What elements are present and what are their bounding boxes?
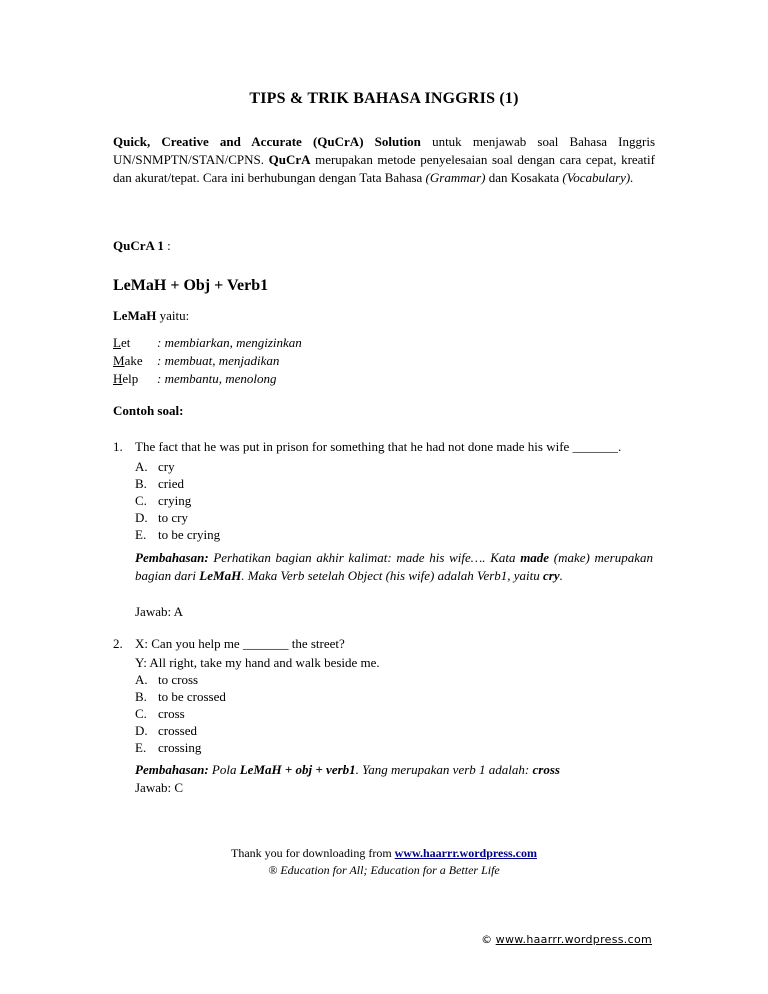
explanation-keyword: made (520, 550, 550, 565)
explanation-keyword: LeMaH (199, 568, 242, 583)
intro-text-2: merupakan metode penyelesaian soal dengan cara cepat, kreatif dan akurat/tepat. Cara ini berhubungan dengan Tata Bahasa (113, 152, 655, 185)
question-text: X: Can you help me _______ the street? (135, 636, 345, 651)
explanation-label: Pembahasan: (135, 762, 209, 777)
definition-word-rest: et (120, 335, 131, 350)
qucra-heading (113, 238, 171, 254)
question-number: 1. (113, 439, 123, 454)
intro-bold-qucra: QuCrA (268, 152, 311, 167)
qucra-heading-colon: : (163, 238, 171, 253)
document-page: TIPS & TRIK BAHASA INGGRIS (1) Quick, Creative and Accurate (QuCrA) Solution untuk menjawab soal Bahasa Inggris UN/SNMPTN/STAN/CPNS. QuCrA merupakan metode penyelesaian soal dengan cara cepat, kreatif dan akurat/tepat. Cara ini berhubungan dengan Tata Bahasa (Grammar) dan Kosakata (Vocabulary). QuCrA 1 : LeMaH + Obj + Verb1 LeMaH yaitu: Let : membiarkan, mengizinkan Make : membuat, menjadikan Help : membantu, menolong Contoh soal: 1. The fact that he was put in prison for something that he had not done made his wife _______. A. cry B. cried C. crying D. to cry E. to be crying Pembahasan: Perhatikan bagian akhir kalimat: made his wife…. Kata made (make) merupakan bagian dari LeMaH. Maka Verb setelah Object (his wife) adalah Verb1, yaitu cry. Jawab: A 2. X: Can you help me _______ the street? Y: All right, take my hand and walk beside me. A. to cross B. to be crossed C. cross D. crossed E. crossing Pembahasan: Pola LeMaH + obj + verb1. Yang merupakan verb 1 adalah: cross Jawab: C Thank you for downloading from www.haarrr.wordpress.com ® Education for All; Education for a Better Life © www.haarrr.wordpress.com (0, 0, 768, 994)
examples-heading: Contoh soal: (113, 403, 184, 418)
lemah-label-rest: yaitu: (156, 308, 190, 323)
document-title: TIPS & TRIK BAHASA INGGRIS (1) (249, 90, 519, 107)
definition-word-rest: elp (122, 371, 139, 386)
question-text-line-2: Y: All right, take my hand and walk beside me. (135, 655, 380, 670)
footer-copyright (481, 933, 652, 946)
footer-link[interactable]: www.haarrr.wordpress.com (394, 846, 537, 860)
explanation: Pembahasan: Perhatikan bagian akhir kalimat: made his wife…. Kata made (make) merupakan bagian dari LeMaH. Maka Verb setelah Object (his wife) adalah Verb1, yaitu cry. (135, 550, 653, 583)
question-number: 2. (113, 636, 123, 651)
explanation-keyword: LeMaH + obj + verb1 (239, 762, 356, 777)
copyright-url[interactable]: www.haarrr.wordpress.com (495, 933, 652, 946)
intro-text-3: dan Kosakata (485, 170, 563, 185)
intro-paragraph (113, 133, 655, 187)
definition-meaning: : membuat, menjadikan (157, 353, 280, 368)
formula-heading: LeMaH + Obj + Verb1 (113, 277, 269, 294)
intro-text-1: untuk menjawab soal Bahasa Inggris UN/SNMPTN/STAN/CPNS. (113, 134, 656, 167)
definition-meaning: : membantu, menolong (157, 371, 277, 386)
definition-initial: M (113, 353, 125, 368)
intro-italic-vocabulary: (Vocabulary). (562, 170, 634, 185)
lemah-label-bold: LeMaH (113, 308, 157, 323)
explanation: Pembahasan: Pola LeMaH + obj + verb1. Yang merupakan verb 1 adalah: cross (135, 762, 560, 777)
definition-initial: H (113, 371, 123, 386)
definition-meaning: : membiarkan, mengizinkan (157, 335, 302, 350)
definition-initial: L (113, 335, 121, 350)
intro-italic-grammar: (Grammar) (425, 170, 486, 185)
definition-word-rest: ake (124, 353, 143, 368)
question-text: The fact that he was put in prison for something that he had not done made his wife _______. (135, 439, 622, 454)
answer: Jawab: C (135, 780, 184, 795)
answer: Jawab: A (135, 604, 184, 619)
explanation-label: Pembahasan: (135, 550, 209, 565)
explanation-keyword: cry (543, 568, 560, 583)
lemah-label (113, 308, 189, 324)
intro-bold-phrase: Quick, Creative and Accurate (QuCrA) Solution (113, 134, 421, 149)
qucra-heading-bold: QuCrA 1 (113, 238, 164, 253)
footer-thanks: Thank you for downloading from www.haarrr.wordpress.com (231, 846, 537, 860)
copyright-icon: © (481, 933, 493, 946)
footer-tagline: ® Education for All; Education for a Better Life (268, 863, 500, 877)
explanation-keyword: cross (532, 762, 560, 777)
